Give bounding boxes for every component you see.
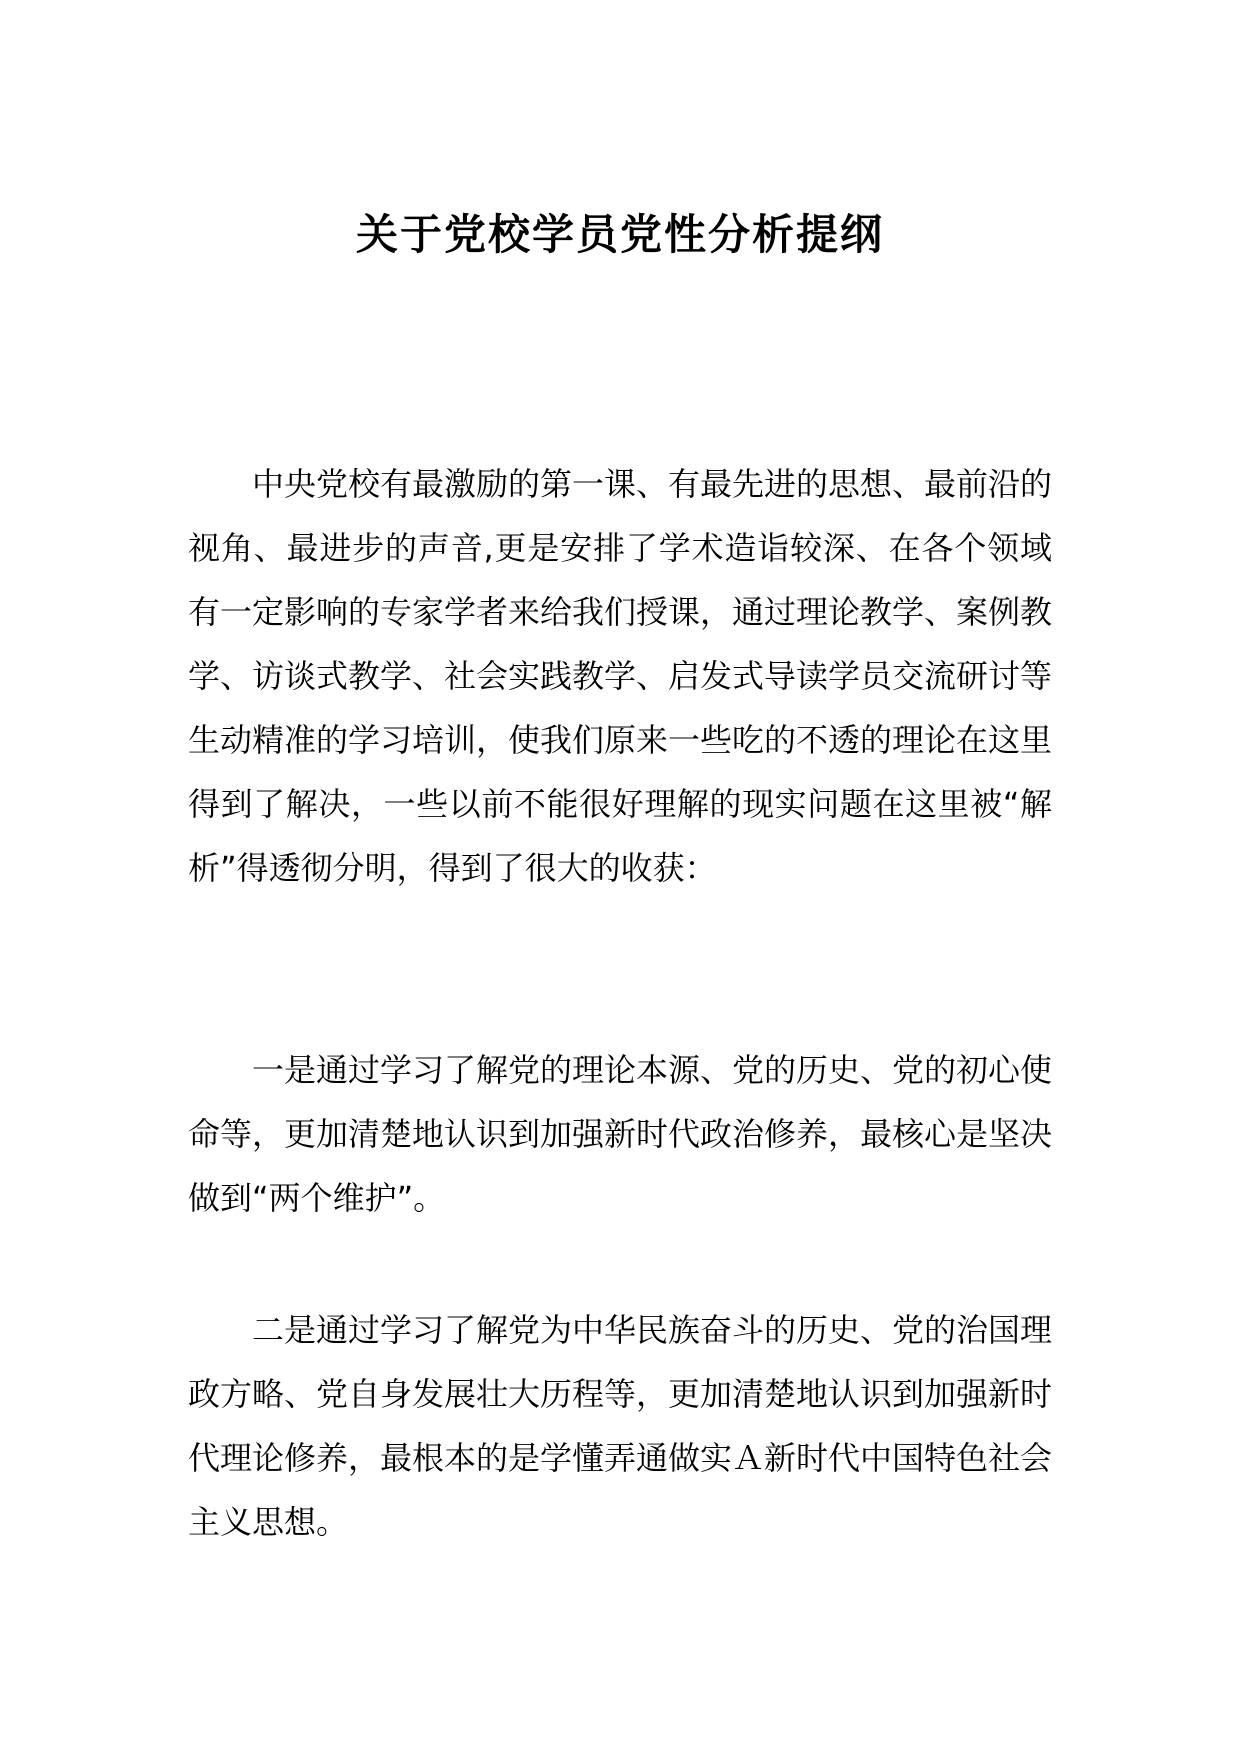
document-title: 关于党校学员党性分析提纲 (355, 210, 884, 259)
paragraph-point-one: 一是通过学习了解党的理论本源、党的历史、党的初心使命等，更加清楚地认识到加强新时代政治修养，最核心是坚决做到“两个维护”。 (188, 1051, 1053, 1217)
paragraph-intro: 中央党校有最激励的第一课、有最先进的思想、最前沿的视角、最进步的声音,更是安排了学术造诣较深、在各个领域有一定影响的专家学者来给我们授课，通过理论教学、案例教学、访谈式教学、社会实践教学、启发式导读学员交流研讨等生动精准的学习培训，使我们原来一些吃的不透的理论在这里得到了解决，一些以前不能很好理解的现实问题在这里被“解析”得透彻分明，得到了很大的收获： (188, 465, 1053, 887)
paragraph-point-two: 二是通过学习了解党为中华民族奋斗的历史、党的治国理政方略、党自身发展壮大历程等，更加清楚地认识到加强新时代理论修养，最根本的是学懂弄通做实Ａ新时代中国特色社会主义思想。 (188, 1311, 1053, 1541)
